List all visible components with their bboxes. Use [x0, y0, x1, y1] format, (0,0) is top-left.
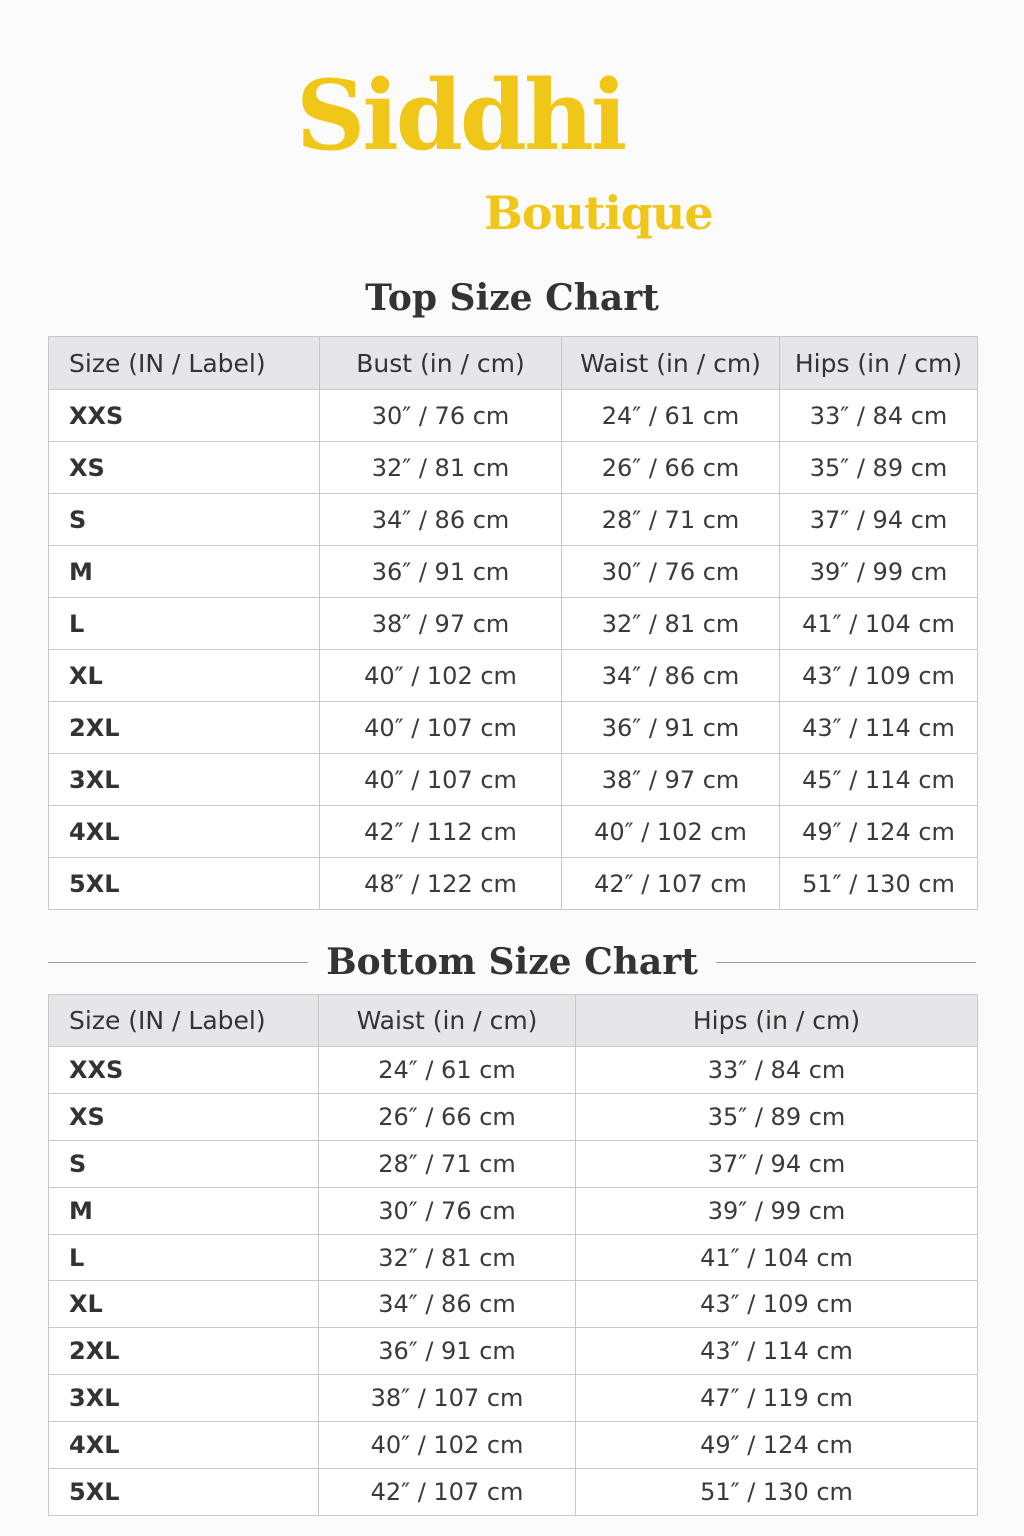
- table-row: [49, 1328, 978, 1375]
- size-label-cell: S: [49, 494, 320, 546]
- table-row: [49, 494, 978, 546]
- size-label-cell: XS: [49, 442, 320, 494]
- measurement-cell: 48″ / 122 cm: [320, 858, 562, 910]
- measurement-cell: 40″ / 102 cm: [319, 1422, 576, 1469]
- measurement-cell: 33″ / 84 cm: [780, 390, 978, 442]
- measurement-cell: 42″ / 107 cm: [319, 1469, 576, 1516]
- measurement-cell: 28″ / 71 cm: [319, 1140, 576, 1187]
- measurement-cell: 26″ / 66 cm: [562, 442, 780, 494]
- measurement-cell: 40″ / 107 cm: [320, 754, 562, 806]
- measurement-cell: 37″ / 94 cm: [780, 494, 978, 546]
- size-label-cell: XL: [49, 650, 320, 702]
- table-row: [49, 598, 978, 650]
- measurement-cell: 36″ / 91 cm: [320, 546, 562, 598]
- measurement-cell: 51″ / 130 cm: [780, 858, 978, 910]
- measurement-cell: 40″ / 107 cm: [320, 702, 562, 754]
- top-chart-title: Top Size Chart: [365, 277, 659, 319]
- table-row: [49, 858, 978, 910]
- table-row: [49, 390, 978, 442]
- divider-left: [48, 962, 308, 963]
- table-row: [49, 754, 978, 806]
- table-row: [49, 702, 978, 754]
- top-size-table: [48, 336, 978, 910]
- measurement-cell: 43″ / 114 cm: [576, 1328, 978, 1375]
- measurement-cell: 41″ / 104 cm: [576, 1234, 978, 1281]
- bottom-size-table: [48, 994, 978, 1516]
- measurement-cell: 40″ / 102 cm: [320, 650, 562, 702]
- measurement-cell: 26″ / 66 cm: [319, 1093, 576, 1140]
- size-label-cell: XXS: [49, 1047, 319, 1094]
- measurement-cell: 42″ / 112 cm: [320, 806, 562, 858]
- measurement-cell: 32″ / 81 cm: [319, 1234, 576, 1281]
- measurement-cell: 38″ / 107 cm: [319, 1375, 576, 1422]
- bottom-chart-heading: [48, 940, 976, 984]
- measurement-cell: 30″ / 76 cm: [562, 546, 780, 598]
- column-header: Waist (in / cm): [319, 995, 576, 1047]
- measurement-cell: 24″ / 61 cm: [562, 390, 780, 442]
- table-header-row: [49, 337, 978, 390]
- measurement-cell: 49″ / 124 cm: [780, 806, 978, 858]
- table-row: [49, 546, 978, 598]
- measurement-cell: 32″ / 81 cm: [320, 442, 562, 494]
- measurement-cell: 38″ / 97 cm: [562, 754, 780, 806]
- table-row: [49, 1093, 978, 1140]
- size-label-cell: XXS: [49, 390, 320, 442]
- measurement-cell: 39″ / 99 cm: [780, 546, 978, 598]
- size-label-cell: 4XL: [49, 1422, 319, 1469]
- measurement-cell: 42″ / 107 cm: [562, 858, 780, 910]
- measurement-cell: 34″ / 86 cm: [562, 650, 780, 702]
- table-row: [49, 1140, 978, 1187]
- measurement-cell: 36″ / 91 cm: [562, 702, 780, 754]
- measurement-cell: 45″ / 114 cm: [780, 754, 978, 806]
- size-label-cell: 3XL: [49, 754, 320, 806]
- measurement-cell: 34″ / 86 cm: [319, 1281, 576, 1328]
- measurement-cell: 39″ / 99 cm: [576, 1187, 978, 1234]
- measurement-cell: 43″ / 114 cm: [780, 702, 978, 754]
- table-row: [49, 1234, 978, 1281]
- divider-right: [716, 962, 976, 963]
- column-header: Hips (in / cm): [780, 337, 978, 390]
- measurement-cell: 34″ / 86 cm: [320, 494, 562, 546]
- size-label-cell: L: [49, 598, 320, 650]
- table-row: [49, 806, 978, 858]
- measurement-cell: 35″ / 89 cm: [576, 1093, 978, 1140]
- size-label-cell: M: [49, 1187, 319, 1234]
- measurement-cell: 37″ / 94 cm: [576, 1140, 978, 1187]
- size-label-cell: 3XL: [49, 1375, 319, 1422]
- measurement-cell: 30″ / 76 cm: [319, 1187, 576, 1234]
- measurement-cell: 36″ / 91 cm: [319, 1328, 576, 1375]
- column-header: Waist (in / cm): [562, 337, 780, 390]
- measurement-cell: 43″ / 109 cm: [576, 1281, 978, 1328]
- size-label-cell: M: [49, 546, 320, 598]
- measurement-cell: 30″ / 76 cm: [320, 390, 562, 442]
- size-label-cell: 2XL: [49, 1328, 319, 1375]
- column-header: Bust (in / cm): [320, 337, 562, 390]
- brand-subtitle: Boutique: [484, 186, 713, 240]
- column-header: Hips (in / cm): [576, 995, 978, 1047]
- measurement-cell: 47″ / 119 cm: [576, 1375, 978, 1422]
- size-label-cell: 2XL: [49, 702, 320, 754]
- table-row: [49, 650, 978, 702]
- table-row: [49, 1187, 978, 1234]
- size-label-cell: 5XL: [49, 1469, 319, 1516]
- measurement-cell: 40″ / 102 cm: [562, 806, 780, 858]
- measurement-cell: 51″ / 130 cm: [576, 1469, 978, 1516]
- brand-name: Siddhi: [296, 59, 625, 172]
- table-row: [49, 1281, 978, 1328]
- bottom-chart-title: Bottom Size Chart: [326, 941, 698, 983]
- measurement-cell: 33″ / 84 cm: [576, 1047, 978, 1094]
- column-header: Size (IN / Label): [49, 995, 319, 1047]
- measurement-cell: 43″ / 109 cm: [780, 650, 978, 702]
- size-label-cell: 5XL: [49, 858, 320, 910]
- measurement-cell: 28″ / 71 cm: [562, 494, 780, 546]
- table-row: [49, 442, 978, 494]
- table-row: [49, 1047, 978, 1094]
- brand-logo: [0, 60, 1024, 260]
- size-label-cell: XS: [49, 1093, 319, 1140]
- size-label-cell: S: [49, 1140, 319, 1187]
- measurement-cell: 32″ / 81 cm: [562, 598, 780, 650]
- size-label-cell: L: [49, 1234, 319, 1281]
- table-row: [49, 1469, 978, 1516]
- size-label-cell: XL: [49, 1281, 319, 1328]
- measurement-cell: 49″ / 124 cm: [576, 1422, 978, 1469]
- table-header-row: [49, 995, 978, 1047]
- table-row: [49, 1375, 978, 1422]
- measurement-cell: 41″ / 104 cm: [780, 598, 978, 650]
- size-label-cell: 4XL: [49, 806, 320, 858]
- column-header: Size (IN / Label): [49, 337, 320, 390]
- table-row: [49, 1422, 978, 1469]
- measurement-cell: 38″ / 97 cm: [320, 598, 562, 650]
- measurement-cell: 35″ / 89 cm: [780, 442, 978, 494]
- measurement-cell: 24″ / 61 cm: [319, 1047, 576, 1094]
